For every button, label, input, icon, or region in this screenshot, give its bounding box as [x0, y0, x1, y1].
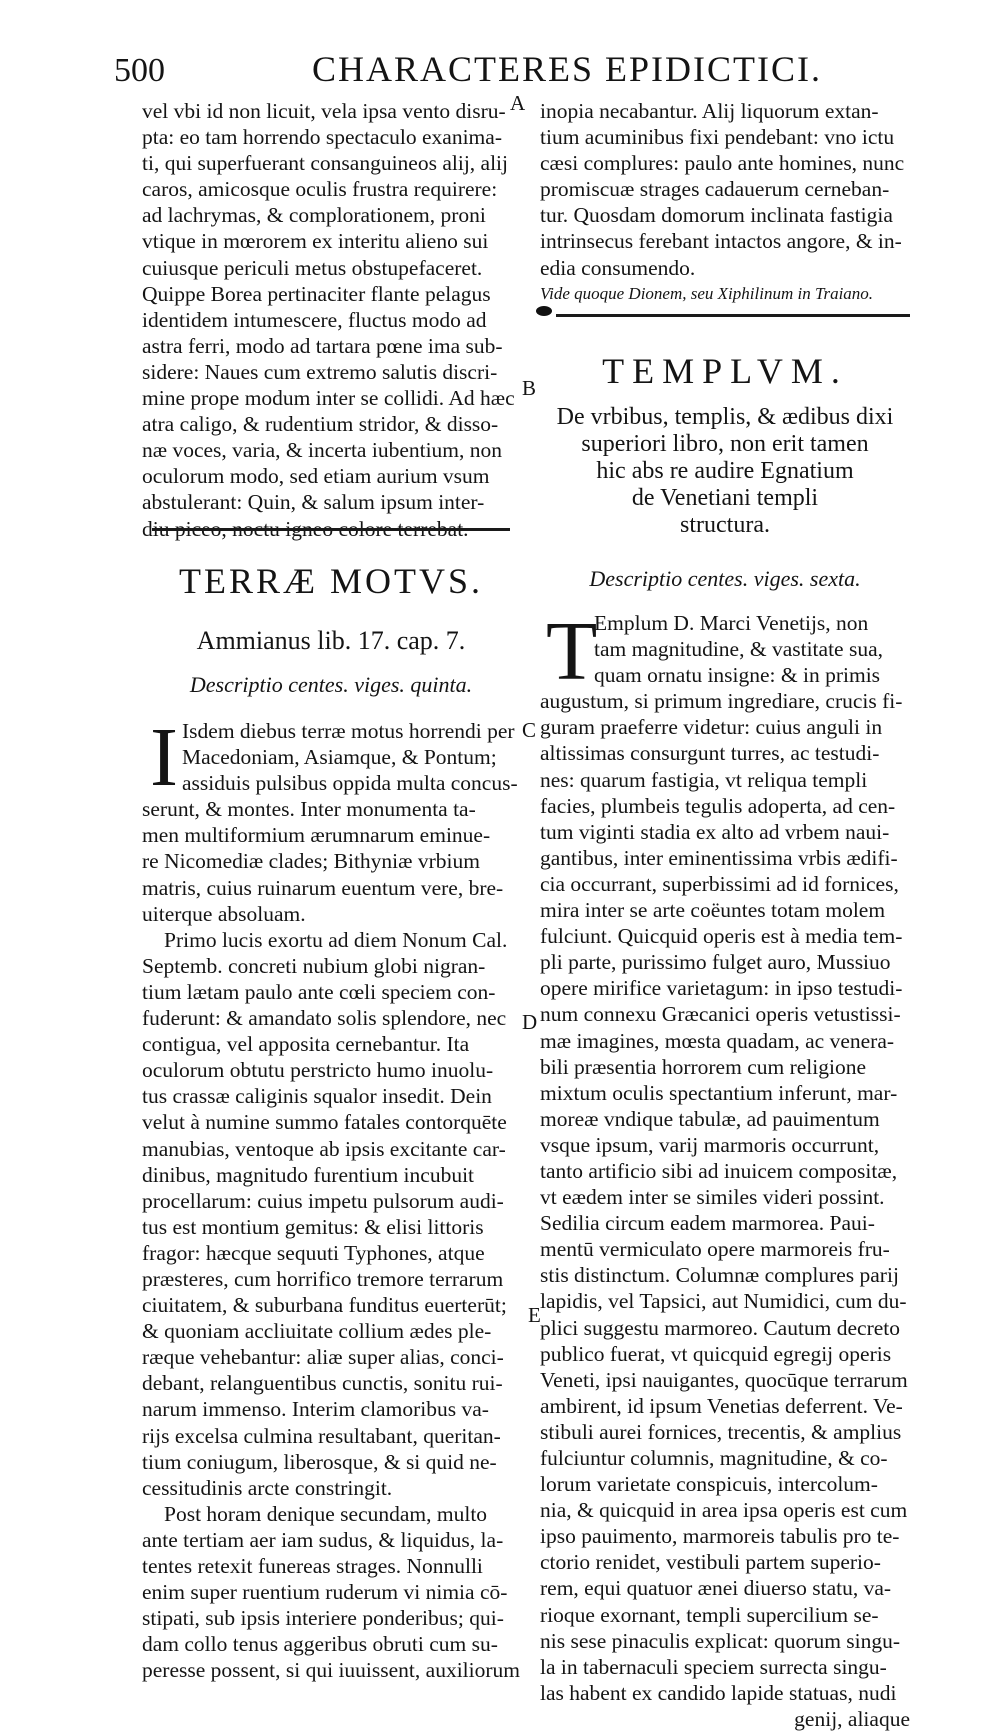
right-column-continuation: [540, 98, 910, 307]
text-line: atra caligo, & rudentium stridor, & disso-: [142, 412, 499, 437]
left-column-continuation: [142, 98, 520, 542]
text-line: ciuitatem, & suburbana funditus euerterūt;: [142, 1293, 507, 1318]
text-line: rem, equi quatuor ænei diuerso statu, va-: [540, 1576, 892, 1601]
drop-cap: I: [150, 711, 178, 804]
text-line: caros, amicosque oculis frustra requirere:: [142, 177, 498, 202]
text-line: uiterque absoluam.: [142, 901, 306, 926]
text-line: Isdem diebus terræ motus horrendi per: [182, 719, 515, 743]
text-line: gantibus, inter eminentissima vrbis ædifi-: [540, 845, 898, 870]
text-line: tium acuminibus fixi pendebant: vno ictu: [540, 125, 895, 150]
text-line: opere mirifice varietagum: in ipso testudi-: [540, 976, 903, 1001]
text-line: rijs excelsa culmina resultabant, queritan-: [142, 1423, 501, 1448]
margin-marker-c: C: [522, 718, 537, 742]
intro-line: De vrbibus, templis, & ædibus dixi: [556, 404, 894, 430]
text-line: Primo lucis exortu ad diem Nonum Cal.: [164, 927, 508, 952]
text-line: mæ imagines, mœsta quadam, ac venera-: [540, 1028, 895, 1053]
text-line: ante tertiam aer iam sudus, & liquidus, la-: [142, 1527, 504, 1552]
text-line: abstulerant: Quin, & salum ipsum inter-: [142, 490, 485, 515]
text-line: serunt, & montes. Inter monumenta ta-: [142, 797, 476, 822]
text-line: moreæ vndique tabulæ, ad pauimentum: [540, 1106, 880, 1131]
text-line: Septemb. concreti nubium globi nigran-: [142, 953, 486, 978]
text-line: næ voces, varia, & incerta iubentium, non: [142, 438, 503, 463]
text-line: men multiformium ærumnarum eminue-: [142, 823, 491, 848]
text-line: tium coniugum, liberosque, & si quid ne-: [142, 1449, 497, 1474]
text-line: matris, cuius ruinarum euentum vere, bre-: [142, 875, 504, 900]
intro-line: de Venetiani templi: [631, 485, 819, 511]
margin-marker-a: A: [510, 91, 526, 115]
text-line: enim super ruentium ruderum vi nimia cō-: [142, 1580, 508, 1605]
text-line: ipso pauimento, marmoreis tabulis pro te-: [540, 1524, 900, 1549]
text-line: ambirent, id ipsum Venetias deferrent. Ve-: [540, 1393, 903, 1418]
text-line: contigua, vel apposita cernebantur. Ita: [142, 1032, 470, 1057]
text-line: manubias, ventoque ab ipsis excitante car-: [142, 1136, 506, 1161]
text-line: mira inter se arte coëuntes totam molem: [540, 898, 886, 923]
text-line: edia consumendo.: [540, 255, 696, 280]
text-line: publico fuerat, vt quicquid egregij operis: [540, 1341, 892, 1366]
margin-marker-b: B: [522, 376, 537, 400]
left-column-body: [142, 711, 521, 1683]
text-line: Emplum D. Marci Venetijs, non: [594, 611, 869, 635]
text-line: lapidis, vel Tapsici, aut Numidici, cum du-: [540, 1289, 907, 1314]
text-line: tium lætam paulo ante cœli speciem con-: [142, 979, 496, 1004]
source-citation: Ammianus lib. 17. cap. 7.: [196, 626, 466, 655]
drop-cap: T: [546, 605, 598, 698]
text-line: augustum, si primum ingrediare, crucis fi-: [540, 689, 903, 714]
descriptio-label: Descriptio centes. viges. sexta.: [589, 566, 861, 591]
text-line: cuiusque periculi metus obstupefaceret.: [142, 255, 483, 280]
catchword: genij, aliaque: [794, 1706, 910, 1731]
text-line: ctorio renidet, vestibuli partem superio-: [540, 1550, 881, 1575]
text-line: fuderunt: & amandato solis splendore, nec: [142, 1006, 507, 1031]
text-line: oculorum modo, sed etiam aurium vsum: [142, 464, 490, 489]
text-line: oculorum obtutu perstricto humo inuolu-: [142, 1058, 494, 1083]
templum-intro: [540, 404, 910, 539]
text-line: ad lachrymas, & complorationem, proni: [142, 203, 486, 228]
text-line: altissimas consurgunt turres, ac testudi-: [540, 741, 880, 766]
text-line: identidem intumescere, fluctus modo ad: [142, 307, 487, 332]
text-line: nes: quarum fastigia, vt reliqua templi: [540, 767, 868, 792]
text-line: astra ferri, modo ad tartara pœne ima sub-: [142, 333, 503, 358]
text-line: rioque exornant, templi supercilium se-: [540, 1602, 879, 1627]
text-line: guram praeferre videtur: cuius anguli in: [540, 715, 883, 740]
text-line: diu piceo, noctu igneo colore terrebat.: [142, 516, 469, 541]
section-title-templum: TEMPLVM.: [602, 351, 848, 391]
text-line: stibuli aurei fornices, trecentis, & amplius: [540, 1419, 902, 1444]
text-line: tanto artificio sibi ad inuicem compositæ,: [540, 1158, 898, 1183]
text-line: plici suggestu marmoreo. Cautum decreto: [540, 1315, 901, 1340]
text-line: Quippe Borea pertinaciter flante pelagus: [142, 281, 491, 306]
text-line: Post horam denique secundam, multo: [164, 1501, 488, 1526]
intro-line: superiori libro, non erit tamen: [581, 431, 869, 457]
text-line: vel vbi id non licuit, vela ipsa vento disru-: [142, 99, 506, 123]
text-line: quam ornatu insigne: & in primis: [594, 663, 881, 688]
text-line: assiduis pulsibus oppida multa concus-: [182, 771, 518, 796]
text-line: tentes retexit funereas strages. Nonnulli: [142, 1554, 483, 1578]
text-line: num connexu Græcanici operis vetustissi-: [540, 1002, 901, 1027]
text-line: vsque ipsum, varij marmoris occurrunt,: [540, 1132, 880, 1157]
text-line: bili præsentia horrorem cum religione: [540, 1054, 866, 1079]
page-number: 500: [114, 52, 165, 89]
text-line: vt eædem inter se similes videri possint.: [540, 1185, 885, 1210]
text-line: stipati, sub ipsis interiere ponderibus; qui-: [142, 1606, 504, 1631]
text-line: inopia necabantur. Alij liquorum extan-: [540, 99, 879, 123]
margin-marker-d: D: [522, 1010, 538, 1034]
text-line: Veneti, ipsi nauigantes, quocūque terrarum: [540, 1367, 908, 1392]
text-line: tus est montium gemitus: & elisi littoris: [142, 1214, 484, 1239]
text-line: intrinsecus ferebant intactos angore, & in-: [540, 229, 902, 254]
ornament-dot: [536, 306, 552, 316]
margin-marker-e: E: [528, 1303, 541, 1327]
text-line: tus crassæ caliginis squalor insedit. Dein: [142, 1084, 492, 1109]
text-line: dam collo tenus aggeribus obruti cum su-: [142, 1632, 498, 1657]
text-line: la in tabernaculi speciem surrecta singu-: [540, 1654, 887, 1679]
section-divider-right: [556, 314, 910, 317]
descriptio-label: Descriptio centes. viges. quinta.: [189, 672, 473, 697]
text-line: mine prope modum inter se collidi. Ad hæc: [142, 386, 515, 411]
right-column-body: [540, 605, 910, 1732]
text-line: Sedilia circum eadem marmorea. Paui-: [540, 1211, 875, 1236]
text-line: præsteres, cum horrifico tremore terrarum: [142, 1266, 504, 1291]
text-line: fulciuntur columnis, magnitudine, & co-: [540, 1446, 888, 1470]
text-line: narum immenso. Interim clamoribus va-: [142, 1397, 489, 1422]
text-line: peresse possent, si qui iuuissent, auxiliorum: [142, 1658, 521, 1683]
text-line: re Nicomediæ clades; Bithyniæ vrbium: [142, 849, 480, 874]
text-line: cæsi complures: paulo ante homines, nunc: [540, 151, 905, 176]
text-line: fulciunt. Quicquid operis est à media tem-: [540, 924, 903, 949]
intro-line: hic abs re audire Egnatium: [596, 458, 854, 484]
text-line: lorum varietate conspicuis, intercolum-: [540, 1472, 878, 1497]
section-title-terrae-motus: TERRÆ MOTVS.: [178, 561, 484, 601]
text-line: dinibus, magnitudo furentium incubuit: [142, 1162, 475, 1187]
text-line: facies, plumbeis tegulis adoperta, ad cen-: [540, 793, 896, 818]
running-title: CHARACTERES EPIDICTICI.: [312, 49, 823, 89]
text-line: ti, qui superfuerant consanguineos alij, alij: [142, 151, 509, 176]
text-line: nis sese pinaculis explicat: quorum singu-: [540, 1628, 901, 1653]
text-line: fragor: hæcque sequuti Typhones, atque: [142, 1240, 485, 1265]
text-line: vtique in mœrorem ex interitu alieno sui: [142, 229, 489, 254]
text-line: procellarum: cuius impetu pulsorum audi-: [142, 1188, 504, 1213]
text-line: tam magnitudine, & vastitate sua,: [594, 637, 883, 662]
intro-line: structura.: [680, 512, 770, 538]
text-line: pli parte, purissimo fulget auro, Mussiuo: [540, 950, 891, 975]
text-line: mixtum oculis spectantium inferunt, mar-: [540, 1080, 898, 1105]
text-line: sidere: Naues cum extremo salutis discri-: [142, 359, 498, 384]
text-line: velut à numine summo fatales contorquēte: [142, 1110, 507, 1135]
text-line: tum viginti stadia ex alto ad vrbem naui-: [540, 819, 890, 844]
text-line: cessitudinis arcte constringit.: [142, 1475, 393, 1500]
text-line: & quoniam accliuitate collium ædes ple-: [142, 1319, 492, 1344]
text-line: cia occurrant, superbissimi ad id fornices,: [540, 871, 899, 896]
text-line: pta: eo tam horrendo spectaculo exanima-: [142, 125, 502, 150]
cross-reference-note: Vide quoque Dionem, seu Xiphilinum in Traiano.: [540, 283, 874, 303]
text-line: nia, & quicquid in area ipsa operis est cum: [540, 1498, 908, 1523]
text-line: ræque vehebantur: aliæ super alias, conci-: [142, 1345, 504, 1370]
text-line: promiscuæ strages cadauerum cerneban-: [540, 177, 890, 202]
text-line: stis distinctum. Columnæ complures parij: [540, 1263, 899, 1288]
text-line: las habent ex candido lapide statuas, nudi: [540, 1680, 897, 1705]
text-line: tur. Quosdam domorum inclinata fastigia: [540, 203, 893, 228]
section-divider-left: [152, 528, 510, 531]
text-line: Macedoniam, Asiamque, & Pontum;: [182, 745, 497, 770]
text-line: debant, relanguentibus cunctis, sonitu rui-: [142, 1371, 503, 1396]
text-line: mentū vermiculato opere marmoreis fru-: [540, 1237, 890, 1262]
